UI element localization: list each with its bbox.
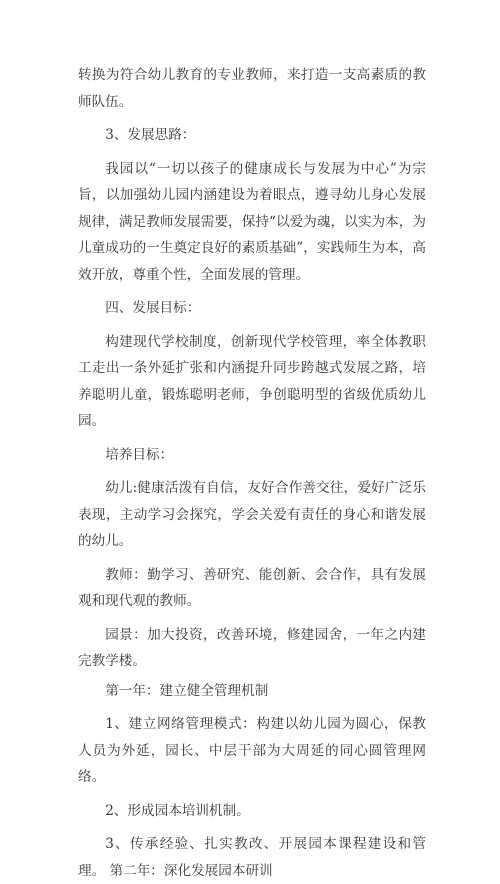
paragraph-training-mechanism: 2、形成园本培训机制。 [105,802,250,819]
paragraph-children-goal: 幼儿:健康活泼有自信，友好合作善交往，爱好广泛乐表现，主动学习会探究，学会关爱有责任的身心和谐发展的幼儿。 [78,480,426,549]
heading-training-goals: 培养目标： [105,446,174,463]
paragraph-development-goals: 构建现代学校制度，创新现代学校管理，率全体教职工走出一条外延扩张和内涵提升同步跨越式发展之路，培养聪明儿童，锻炼聪明老师，争创聪明型的省级优质幼儿园。 [78,333,426,429]
heading-first-year: 第一年：建立健全管理机制 [105,682,269,699]
paragraph-campus-goal: 园景：加大投资，改善环境，修建园舍，一年之内建完教学楼。 [78,626,426,669]
heading-development-ideas: 3、发展思路： [105,127,196,143]
paragraph-network-management: 1、建立网络管理模式：构建以幼儿园为圆心，保教人员为外延，园长、中层干部为大周延的同心圆管理网络。 [78,716,426,785]
paragraph-development-ideas: 我园以“一切以孩子的健康成长与发展为中心”为宗旨，以加强幼儿园内涵建设为着眼点，遵寻幼儿身心发展规律，满足教师发展需要，保持“以爱为魂，以实为本，为儿童成功的一生奠定良好的素质基础”，实践师生为本，高效开放，尊重个性，全面发展的管理。 [78,160,426,283]
paragraph-curriculum-and-second-year: 3、传承经验、扎实教改、开展园本课程建设和管理。 第二年：深化发展园本研训 [78,836,426,879]
paragraph-1: 转换为符合幼儿教育的专业教师，来打造一支高素质的教师队伍。 [78,67,426,110]
paragraph-teacher-goal: 教师：勤学习、善研究、能创新、会合作，具有发展观和现代观的教师。 [78,566,426,609]
heading-development-goals: 四、发展目标： [105,300,201,316]
